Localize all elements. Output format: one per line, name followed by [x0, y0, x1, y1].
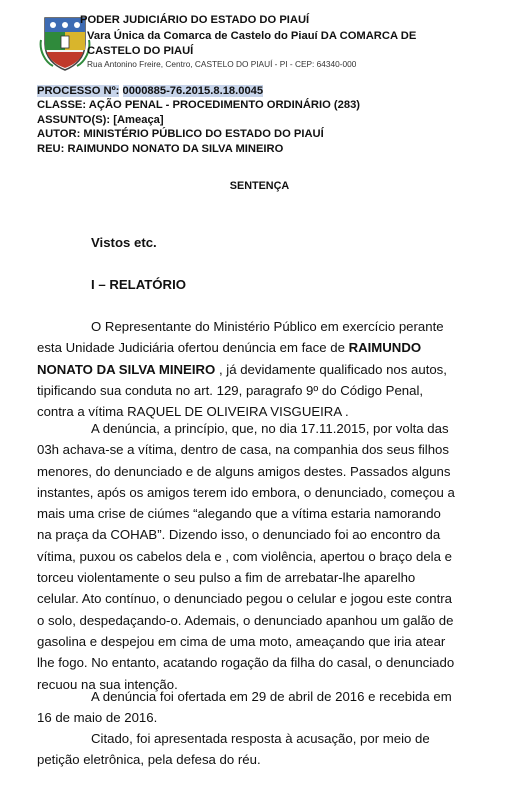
defendant-name-bold: RAIMUNDO — [348, 340, 422, 356]
section-heading-text: I – RELATÓRIO — [91, 277, 187, 292]
paragraph-line: celular. Ato contínuo, o denunciado pegou o celular e jogou este contra — [37, 591, 452, 607]
paragraph-line: o solo, despedaçando-o. Ademais, o denunciado apanhou um galão de — [37, 612, 454, 628]
paragraph-line — [37, 337, 473, 358]
paragraph-line: menores, do denunciado e de alguns amigos destes. Passados alguns — [37, 463, 451, 479]
subject-line: ASSUNTO(S): [Ameaça] — [37, 113, 164, 126]
paragraph-line: Citado, foi apresentada resposta à acusação, por meio de — [91, 731, 430, 746]
paragraph-line: torceu violentamente o seu pulso a fim de arrebatar-lhe aparelho — [37, 570, 416, 586]
process-line — [37, 84, 360, 98]
paragraph-line: A denúncia foi ofertada em 29 de abril de 2016 e recebida em — [91, 689, 452, 704]
paragraph-text: , já devidamente qualificado nos autos, — [215, 361, 447, 377]
class-line: CLASSE: AÇÃO PENAL - PROCEDIMENTO ORDINÁRIO (283) — [37, 99, 361, 112]
paragraph-line — [37, 359, 473, 380]
paragraph-line: na praça da COHAB”. Dizendo isso, o denunciado foi ao encontro da — [37, 527, 441, 543]
process-label: PROCESSO Nº: — [37, 85, 120, 97]
vistos-paragraph — [37, 232, 473, 253]
paragraph-line: vítima, puxou os cabelos dela e , com violência, apertou o braço dela e — [37, 548, 452, 564]
document-header — [0, 0, 519, 80]
paragraph-line: gasolina e despejou em cima de uma moto, ameaçando que iria atear — [37, 633, 446, 649]
paragraph-line: O Representante do Ministério Público em exercício perante — [91, 319, 444, 334]
paragraph-line: 03h achava-se a vítima, dentro de casa, na companhia dos seus filhos — [37, 442, 449, 458]
paragraph-line: lhe fogo. No entanto, acatando rogação da filha do casal, o denunciado — [37, 655, 455, 671]
defendant-line: REU: RAIMUNDO NONATO DA SILVA MINEIRO — [37, 142, 284, 155]
paragraph-line: 16 de maio de 2016. — [37, 710, 158, 726]
document-title: SENTENÇA — [229, 180, 290, 192]
vistos-text: Vistos etc. — [91, 235, 157, 250]
paragraph-1 — [37, 316, 473, 422]
paragraph-line: instantes, após os amigos terem ido embora, o denunciado, começou a — [37, 484, 455, 500]
paragraph-line: A denúncia, a princípio, que, no dia 17.11.2015, por volta das — [91, 421, 449, 436]
paragraph-line: recuou na sua intenção. — [37, 676, 178, 692]
paragraph-2 — [37, 418, 473, 695]
court-division: Vara Única da Comarca de Castelo do Piauí DA COMARCA DE — [87, 30, 417, 42]
paragraph-line: contra a vítima RAQUEL DE OLIVEIRA VISGUEIRA . — [37, 404, 349, 420]
court-city: CASTELO DO PIAUÍ — [87, 45, 194, 57]
court-address: Rua Antonino Freire, Centro, CASTELO DO PIAUÍ - PI - CEP: 64340-000 — [87, 59, 357, 69]
court-name: PODER JUDICIÁRIO DO ESTADO DO PIAUÍ — [80, 14, 310, 26]
case-metadata — [37, 84, 360, 156]
paragraph-3 — [37, 686, 473, 729]
process-number: 0000885-76.2015.8.18.0045 — [122, 85, 264, 97]
paragraph-line: mais uma crise de ciúmes “alegando que a vítima estaria namorando — [37, 506, 441, 522]
defendant-name-bold: NONATO DA SILVA MINEIRO — [37, 361, 216, 377]
paragraph-line: tipificando sua conduta no art. 129, paragrafo 9º do Código Penal, — [37, 382, 424, 398]
section-heading — [37, 274, 473, 295]
paragraph-line: petição eletrônica, pela defesa do réu. — [37, 752, 261, 768]
author-line: AUTOR: MINISTÉRIO PÚBLICO DO ESTADO DO PIAUÍ — [37, 128, 324, 141]
paragraph-4 — [37, 728, 473, 771]
paragraph-text: esta Unidade Judiciária ofertou denúncia em face de — [37, 340, 349, 356]
